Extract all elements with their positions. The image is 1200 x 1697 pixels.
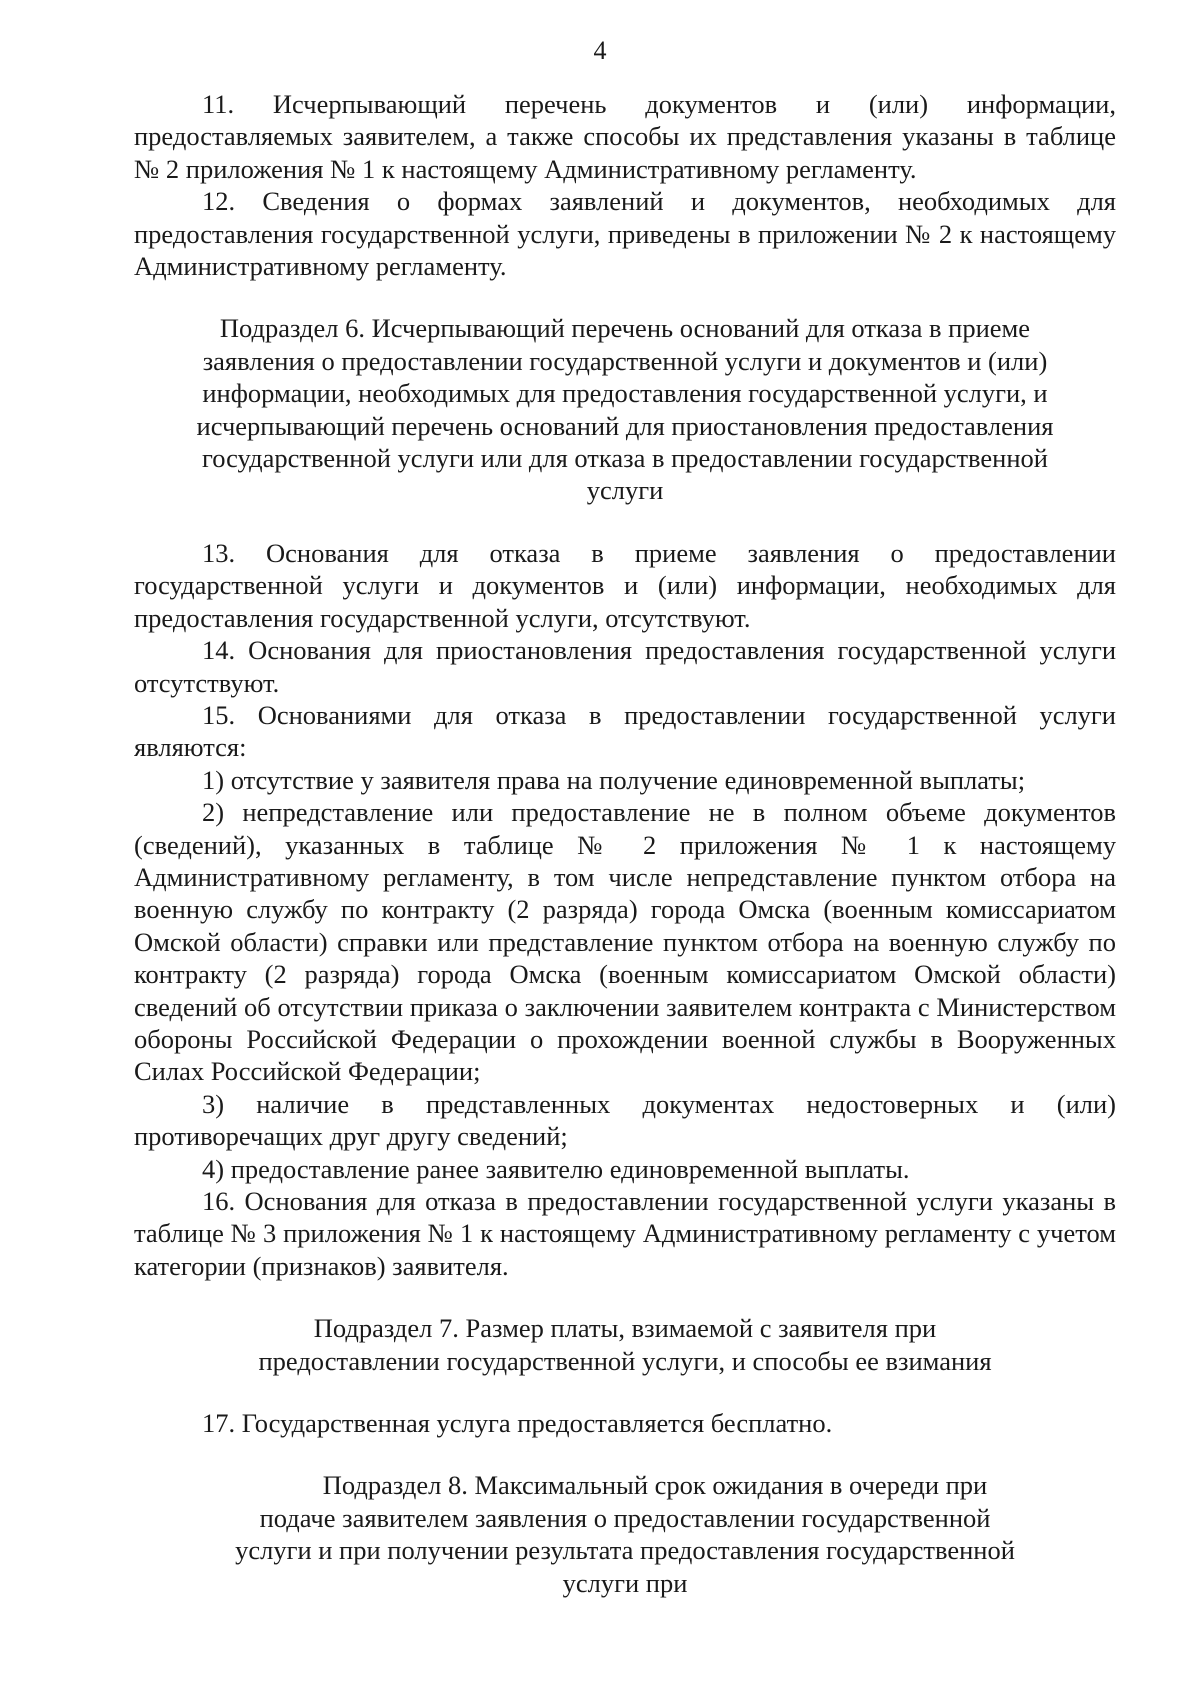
subsection-6-heading: Подраздел 6. Исчерпывающий перечень оснований для отказа в приеме заявления о предоставлении государственной услуги и документов и (или) информации, необходимых для предоставления государственной услуги, и исчерпывающий перечень оснований для приостановления предоставления государственной услуги или для отказа в предоставлении государственной услуги: [196, 313, 1054, 506]
subsection-8-heading: Подраздел 8. Максимальный срок ожидания в очереди при подаче заявителем заявления о предоставлении государственной услуги и при получении результата предоставления государственной услуги при: [235, 1470, 1015, 1598]
page-number: 4: [593, 36, 607, 65]
paragraph-11: 11. Исчерпывающий перечень документов и (или) информации, предоставляемых заявителем, а также способы их представления указаны в таблице № 2 приложения № 1 к настоящему Административному регламенту.: [134, 89, 1116, 184]
list-item-1: 1) отсутствие у заявителя права на получение единовременной выплаты;: [202, 764, 1026, 795]
document-body: [134, 88, 1116, 1599]
paragraph-17: 17. Государственная услуга предоставляется бесплатно.: [202, 1408, 833, 1439]
paragraph-15: 15. Основаниями для отказа в предоставлении государственной услуги являются:: [134, 699, 1116, 763]
paragraph-12: 12. Сведения о формах заявлений и документов, необходимых для предоставления государственной услуги, приведены в приложении № 2 к настоящему Административному регламенту.: [134, 186, 1116, 282]
list-item-3: 3) наличие в представленных документах недостоверных и (или) противоречащих друг другу сведений;: [134, 1088, 1116, 1152]
paragraph-16: 16. Основания для отказа в предоставлении государственной услуги указаны в таблице № 3 приложения № 1 к настоящему Административному регламенту с учетом категории (признаков) заявителя.: [134, 1186, 1116, 1281]
paragraph-14: 14. Основания для приостановления предоставления государственной услуги отсутствуют.: [134, 635, 1116, 698]
paragraph-13: 13. Основания для отказа в приеме заявления о предоставлении государственной услуги и документов и (или) информации, необходимых для предоставления государственной услуги, отсутствуют.: [134, 537, 1116, 633]
list-item-4: 4) предоставление ранее заявителю единовременной выплаты.: [202, 1153, 910, 1184]
list-item-2: 2) непредставление или предоставление не в полном объеме документов (сведений), указанных в таблице № 2 приложения № 1 к настоящему Административному регламенту, в том числе непредставление пунктом отбора на военную службу по контракту (2 разряда) города Омска (военным комиссариатом Омской области) справки или представление пунктом отбора на военную службу по контракту (2 разряда) города Омска (военным комиссариатом Омской области) сведений об отсутствии приказа о заключении заявителем контракта с Министерством обороны Российской Федерации о прохождении военной службы в Вооруженных Силах Российской Федерации;: [134, 797, 1116, 1087]
subsection-7-heading: Подраздел 7. Размер платы, взимаемой с заявителя при предоставлении государственной услуги, и способы ее взимания: [258, 1313, 992, 1376]
